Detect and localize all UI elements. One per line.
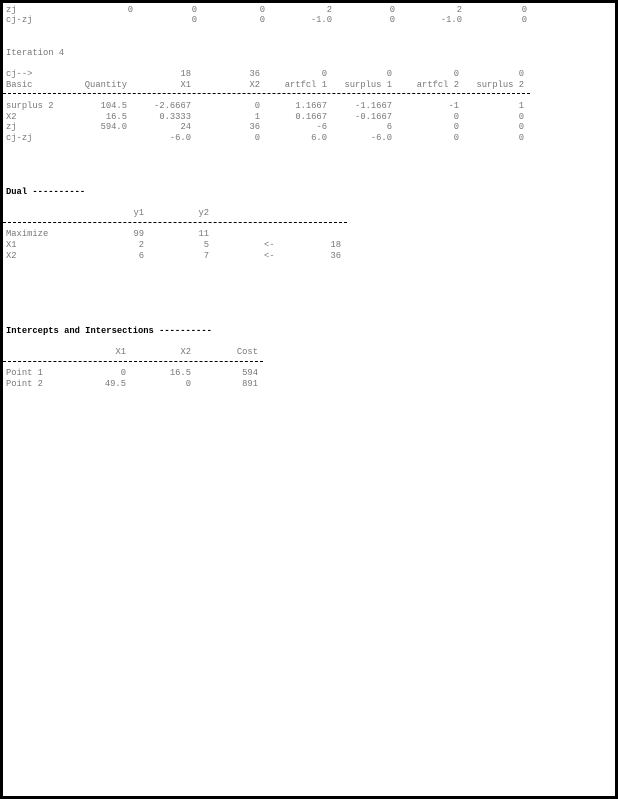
cell: 0 [389,5,395,15]
cell: 0 [521,15,527,25]
cell: 104.5 [100,101,127,111]
cell: 36 [330,251,341,261]
cell: 594.0 [100,122,127,132]
column-header: X1 [115,347,126,357]
column-header: Quantity [84,80,127,90]
row-label: cj--> [6,69,33,79]
cell: -6.0 [169,133,191,143]
cell: 18 [330,240,341,250]
column-header: Basic [6,80,33,90]
cell: 1.1667 [295,101,327,111]
column-header: Cost [236,347,258,357]
column-header: surplus 1 [344,80,392,90]
row-label: cj-zj [6,15,33,25]
cell: 6 [138,251,144,261]
table-row [3,379,615,390]
cell: 0 [127,5,133,15]
cell: 0 [518,133,524,143]
constraint-sign: <- [264,251,275,261]
table-row [3,368,615,379]
cell: 0 [321,69,327,79]
cell: 1 [518,101,524,111]
cell: 2 [138,240,144,250]
cell: 2 [326,5,332,15]
section-title [3,48,615,59]
cell: 0.3333 [159,112,191,122]
table-header [3,80,615,91]
cell: -6 [316,122,327,132]
cell: 0 [453,112,459,122]
cell: 11 [198,229,209,239]
cell: 6.0 [311,133,327,143]
cell: -1.1667 [355,101,392,111]
cell: -1.0 [310,15,332,25]
cell: -2.6667 [154,101,191,111]
column-header: y1 [133,208,144,218]
cell: -1.0 [440,15,462,25]
table-header [3,347,615,358]
cell: 0 [386,69,392,79]
cell: -1 [448,101,459,111]
cell: 0 [521,5,527,15]
column-header: artfcl 1 [284,80,327,90]
section-title [3,326,615,337]
cell: -0.1667 [355,112,392,122]
cell: -6.0 [370,133,392,143]
cell: 0 [191,15,197,25]
row-label: zj [6,122,17,132]
table-header [3,208,615,219]
cell: 0 [254,133,260,143]
cell: 0.1667 [295,112,327,122]
cell: 0 [453,69,459,79]
cell: 16.5 [169,368,191,378]
cell: 18 [180,69,191,79]
row-label: cj-zj [6,133,33,143]
column-header: artfcl 2 [416,80,459,90]
cell: 6 [386,122,392,132]
row-label: Point 2 [6,379,43,389]
cell: 16.5 [105,112,127,122]
cell: 0 [191,5,197,15]
divider [3,222,347,223]
table-row [3,101,615,112]
table-row [3,15,615,26]
row-label: Point 1 [6,368,43,378]
row-label: zj [6,5,17,15]
cj-row [3,69,615,80]
cell: 1 [254,112,260,122]
column-header: y2 [198,208,209,218]
cell: 0 [518,69,524,79]
table-row [3,229,615,240]
cell: 2 [456,5,462,15]
table-row [3,133,615,144]
row-label: X1 [6,240,17,250]
cell: 0 [185,379,191,389]
row-label: Maximize [6,229,49,239]
cell: 36 [249,122,260,132]
cell: 0 [518,112,524,122]
report-content [3,3,615,796]
cell: 7 [203,251,209,261]
divider [3,361,263,362]
column-header: X2 [249,80,260,90]
row-label: surplus 2 [6,101,54,111]
cell: 49.5 [104,379,126,389]
cell: 0 [453,122,459,132]
constraint-sign: <- [264,240,275,250]
cell: 594 [242,368,258,378]
table-row [3,240,615,251]
cell: 0 [120,368,126,378]
table-row [3,251,615,262]
cell: 0 [453,133,459,143]
cell: 0 [518,122,524,132]
row-label: X2 [6,112,17,122]
cell: 891 [242,379,258,389]
cell: 36 [249,69,260,79]
column-header: X1 [180,80,191,90]
divider [3,93,530,94]
column-header: X2 [180,347,191,357]
section-title [3,187,615,198]
cell: 0 [389,15,395,25]
cell: 24 [180,122,191,132]
cell: 0 [254,101,260,111]
cell: 5 [203,240,209,250]
cell: 0 [259,15,265,25]
dual-title: Dual ---------- [6,187,86,197]
row-label: X2 [6,251,17,261]
cell: 0 [259,5,265,15]
table-row [3,122,615,133]
iteration-title: Iteration 4 [6,48,65,58]
column-header: surplus 2 [476,80,524,90]
intercepts-title: Intercepts and Intersections ---------- [6,326,212,336]
cell: 99 [133,229,144,239]
